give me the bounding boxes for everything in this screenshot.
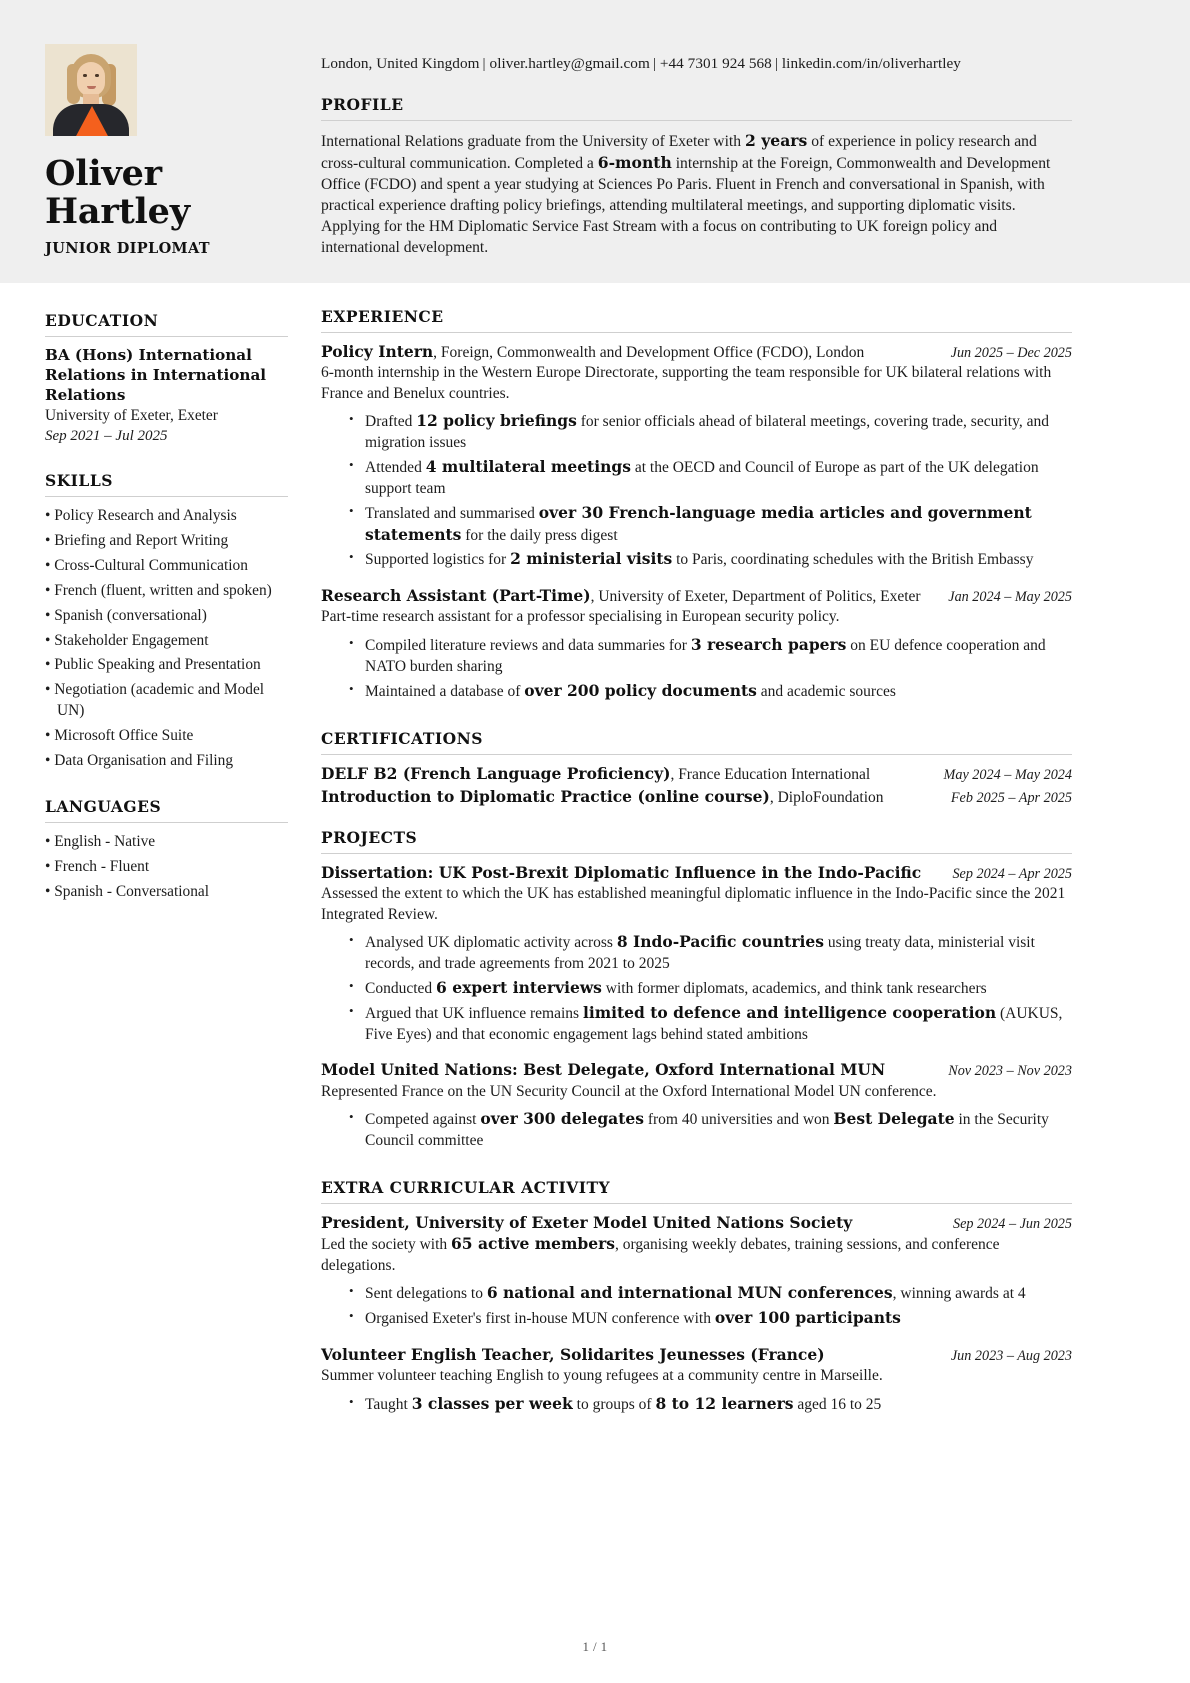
- entry-header-row: [321, 1060, 1072, 1081]
- extra-curricular-heading: EXTRA CURRICULAR ACTIVITY: [321, 1177, 611, 1197]
- resume-body: [0, 283, 1190, 1418]
- entry-bullet-list: [321, 1394, 1072, 1416]
- experience-heading: EXPERIENCE: [321, 307, 444, 326]
- list-item: • Briefing and Report Writing: [45, 531, 288, 551]
- entry-title: President, University of Exeter Model United Nations Society: [321, 1212, 853, 1232]
- projects-rule: [321, 853, 1072, 854]
- extra-curricular-section: [321, 1178, 1072, 1416]
- entry-date: Jan 2024 – May 2025: [948, 589, 1072, 606]
- entry-header-row: [321, 787, 1072, 808]
- page-indicator: 1 / 1: [582, 1639, 608, 1654]
- languages-list: [45, 832, 288, 902]
- projects-heading: PROJECTS: [321, 827, 418, 847]
- languages-section: [45, 797, 288, 902]
- contact-linkedin[interactable]: linkedin.com/in/oliverhartley: [781, 55, 961, 72]
- entry-date: May 2024 – May 2024: [943, 766, 1072, 783]
- entry-date: Jun 2023 – Aug 2023: [950, 1347, 1072, 1364]
- resume-header: [0, 0, 1190, 283]
- education-school: University of Exeter, Exeter: [45, 407, 218, 425]
- extra-curricular-rule: [321, 1203, 1072, 1204]
- entry-bullet-list: [321, 635, 1072, 703]
- entry-bullet: • Argued that UK influence remains limited to defence and intelligence cooperation (AUKUS, Five Eyes) and that economic engagement lags behind stated ambitions: [349, 1003, 1072, 1046]
- education-rule: [45, 336, 288, 337]
- entry-description: Summer volunteer teaching English to young refugees at a community centre in Marseille.: [321, 1367, 883, 1385]
- entry-date: Sep 2024 – Jun 2025: [952, 1215, 1072, 1232]
- candidate-first-name: Oliver: [45, 153, 162, 194]
- list-item: • Spanish - Conversational: [45, 882, 288, 902]
- projects-section: [321, 828, 1072, 1152]
- entry-bullet: • Competed against over 300 delegates from 40 universities and won Best Delegate in the Security Council committee: [349, 1109, 1072, 1152]
- contact-phone[interactable]: +44 7301 924 568: [659, 55, 772, 72]
- list-item: • Stakeholder Engagement: [45, 631, 288, 651]
- list-item: • Cross-Cultural Communication: [45, 556, 288, 576]
- entry-bullet-list: [321, 1283, 1072, 1330]
- entry-date: Sep 2024 – Apr 2025: [952, 865, 1072, 882]
- list-item: • Spanish (conversational): [45, 606, 288, 626]
- entry-bullet: • Translated and summarised over 30 French-language media articles and government statements for the daily press digest: [349, 503, 1072, 547]
- skills-heading: SKILLS: [45, 470, 113, 490]
- entry-bullet: • Analysed UK diplomatic activity across 8 Indo-Pacific countries using treaty data, ministerial visit records, and trade agreements from 2021 to 2025: [349, 932, 1072, 975]
- list-item: • English - Native: [45, 832, 288, 852]
- entry-header-row: [321, 1345, 1072, 1366]
- entry-title: Model United Nations: Best Delegate, Oxford International MUN: [321, 1060, 886, 1080]
- entry-header-row: [321, 342, 1072, 363]
- resume-entry: [321, 863, 1072, 1046]
- experience-entries: [321, 342, 1072, 703]
- entry-bullet-list: [321, 1109, 1072, 1152]
- entry-title: Dissertation: UK Post-Brexit Diplomatic Influence in the Indo-Pacific: [321, 862, 922, 882]
- entry-header-row: [321, 764, 1072, 785]
- resume-entry: [321, 342, 1072, 571]
- entry-bullet: • Organised Exeter's first in-house MUN conference with over 100 participants: [349, 1308, 1072, 1330]
- contact-separator-3: |: [774, 55, 778, 72]
- entry-bullet: • Attended 4 multilateral meetings at the OECD and Council of Europe as part of the UK delegation support team: [349, 457, 1072, 500]
- entry-description: 6-month internship in the Western Europe Directorate, supporting the team responsible for UK bilateral relations with France and Benelux countries.: [321, 364, 1052, 402]
- contact-separator-2: |: [652, 55, 656, 72]
- certifications-rule: [321, 754, 1072, 755]
- entry-date: Feb 2025 – Apr 2025: [950, 789, 1072, 806]
- entry-date: Jun 2025 – Dec 2025: [950, 345, 1072, 361]
- resume-entry: [321, 787, 1072, 808]
- skills-section: [45, 471, 288, 772]
- contact-line: [321, 55, 1072, 73]
- education-heading: EDUCATION: [45, 311, 159, 330]
- project-entries: [321, 863, 1072, 1152]
- entry-title: Volunteer English Teacher, Solidarites Jeunesses (France): [321, 1344, 825, 1364]
- resume-entry: [321, 764, 1072, 785]
- contact-location: London, United Kingdom: [321, 55, 480, 72]
- list-item: • Public Speaking and Presentation: [45, 655, 288, 675]
- entry-bullet-list: [321, 932, 1072, 1045]
- list-item: • French (fluent, written and spoken): [45, 581, 288, 601]
- resume-sidebar: [0, 283, 310, 1418]
- entry-bullet: • Taught 3 classes per week to groups of 8 to 12 learners aged 16 to 25: [349, 1394, 1072, 1416]
- entry-bullet: • Drafted 12 policy briefings for senior officials ahead of bilateral meetings, covering trade, security, and migration issues: [349, 411, 1072, 454]
- resume-entry: [321, 1060, 1072, 1151]
- entry-bullet: • Sent delegations to 6 national and international MUN conferences, winning awards at 4: [349, 1283, 1072, 1305]
- certifications-heading: CERTIFICATIONS: [321, 728, 483, 748]
- candidate-name: [45, 155, 310, 231]
- entry-header-row: [321, 1213, 1072, 1234]
- experience-section: [321, 307, 1072, 703]
- education-section: [45, 311, 288, 445]
- header-contact-block: [310, 0, 1190, 283]
- experience-rule: [321, 332, 1072, 333]
- entry-date: Nov 2023 – Nov 2023: [948, 1063, 1072, 1080]
- certification-entries: [321, 764, 1072, 808]
- skills-list: [45, 506, 288, 772]
- page-footer: [0, 1639, 1190, 1655]
- languages-rule: [45, 822, 288, 823]
- certifications-section: [321, 729, 1072, 808]
- candidate-last-name: Hartley: [45, 190, 190, 232]
- resume-entry: [321, 1213, 1072, 1330]
- list-item: • Microsoft Office Suite: [45, 726, 288, 746]
- contact-email[interactable]: oliver.hartley@gmail.com: [489, 55, 650, 72]
- profile-summary-text: International Relations graduate from the University of Exeter with 2 years of experience in policy research and cross-cultural communication. Completed a 6-month internship at the Foreign, Commonwealth and Development Office (FCDO) and spent a year studying at Sciences Po Paris. Fluent in French and conversational in Spanish, with practical experience drafting policy briefings, attending multilateral meetings, and supporting diplomatic visits. Applying for the HM Diplomatic Service Fast Stream with a focus on contributing to UK foreign policy and international development.: [321, 131, 1051, 256]
- languages-heading: LANGUAGES: [45, 797, 162, 817]
- extra-curricular-entries: [321, 1213, 1072, 1416]
- candidate-job-title: JUNIOR DIPLOMAT: [45, 239, 210, 257]
- entry-header-row: [321, 586, 1072, 607]
- entry-header-row: [321, 863, 1072, 884]
- profile-section-heading: PROFILE: [321, 95, 404, 114]
- entry-description: Part-time research assistant for a professor specialising in European security policy.: [321, 608, 840, 626]
- header-identity-block: [0, 0, 310, 283]
- profile-section-rule: [321, 120, 1072, 121]
- list-item: • Negotiation (academic and Model UN): [45, 680, 288, 721]
- education-degree: BA (Hons) International Relations in International Relations: [45, 346, 267, 404]
- resume-entry: [321, 1345, 1072, 1416]
- resume-entry: [321, 586, 1072, 702]
- entry-bullet: • Supported logistics for 2 ministerial visits to Paris, coordinating schedules with the British Embassy: [349, 549, 1072, 571]
- entry-description: Led the society with 65 active members, organising weekly debates, training sessions, and conference delegations.: [321, 1233, 1000, 1274]
- entry-description: Assessed the extent to which the UK has established meaningful diplomatic influence in the Indo-Pacific since the 2021 Integrated Review.: [321, 884, 1066, 923]
- entry-title: Research Assistant (Part-Time), University of Exeter, Department of Politics, Exeter: [321, 586, 921, 606]
- education-date: Sep 2021 – Jul 2025: [45, 427, 168, 444]
- resume-main: [310, 283, 1190, 1418]
- entry-bullet: • Conducted 6 expert interviews with former diplomats, academics, and think tank researchers: [349, 978, 1072, 1000]
- skills-rule: [45, 496, 288, 497]
- entry-title: Policy Intern, Foreign, Commonwealth and Development Office (FCDO), London: [321, 342, 865, 361]
- entry-bullet: • Compiled literature reviews and data summaries for 3 research papers on EU defence cooperation and NATO burden sharing: [349, 635, 1072, 678]
- entry-title: DELF B2 (French Language Proficiency), France Education International: [321, 763, 871, 783]
- entry-description: Represented France on the UN Security Council at the Oxford International Model UN conference.: [321, 1082, 937, 1100]
- list-item: • French - Fluent: [45, 857, 288, 877]
- profile-photo: [45, 44, 137, 136]
- list-item: • Policy Research and Analysis: [45, 506, 288, 526]
- entry-bullet-list: [321, 411, 1072, 571]
- entry-bullet: • Maintained a database of over 200 policy documents and academic sources: [349, 681, 1072, 703]
- contact-separator-1: |: [482, 55, 486, 72]
- entry-title: Introduction to Diplomatic Practice (online course), DiploFoundation: [321, 786, 884, 806]
- list-item: • Data Organisation and Filing: [45, 751, 288, 771]
